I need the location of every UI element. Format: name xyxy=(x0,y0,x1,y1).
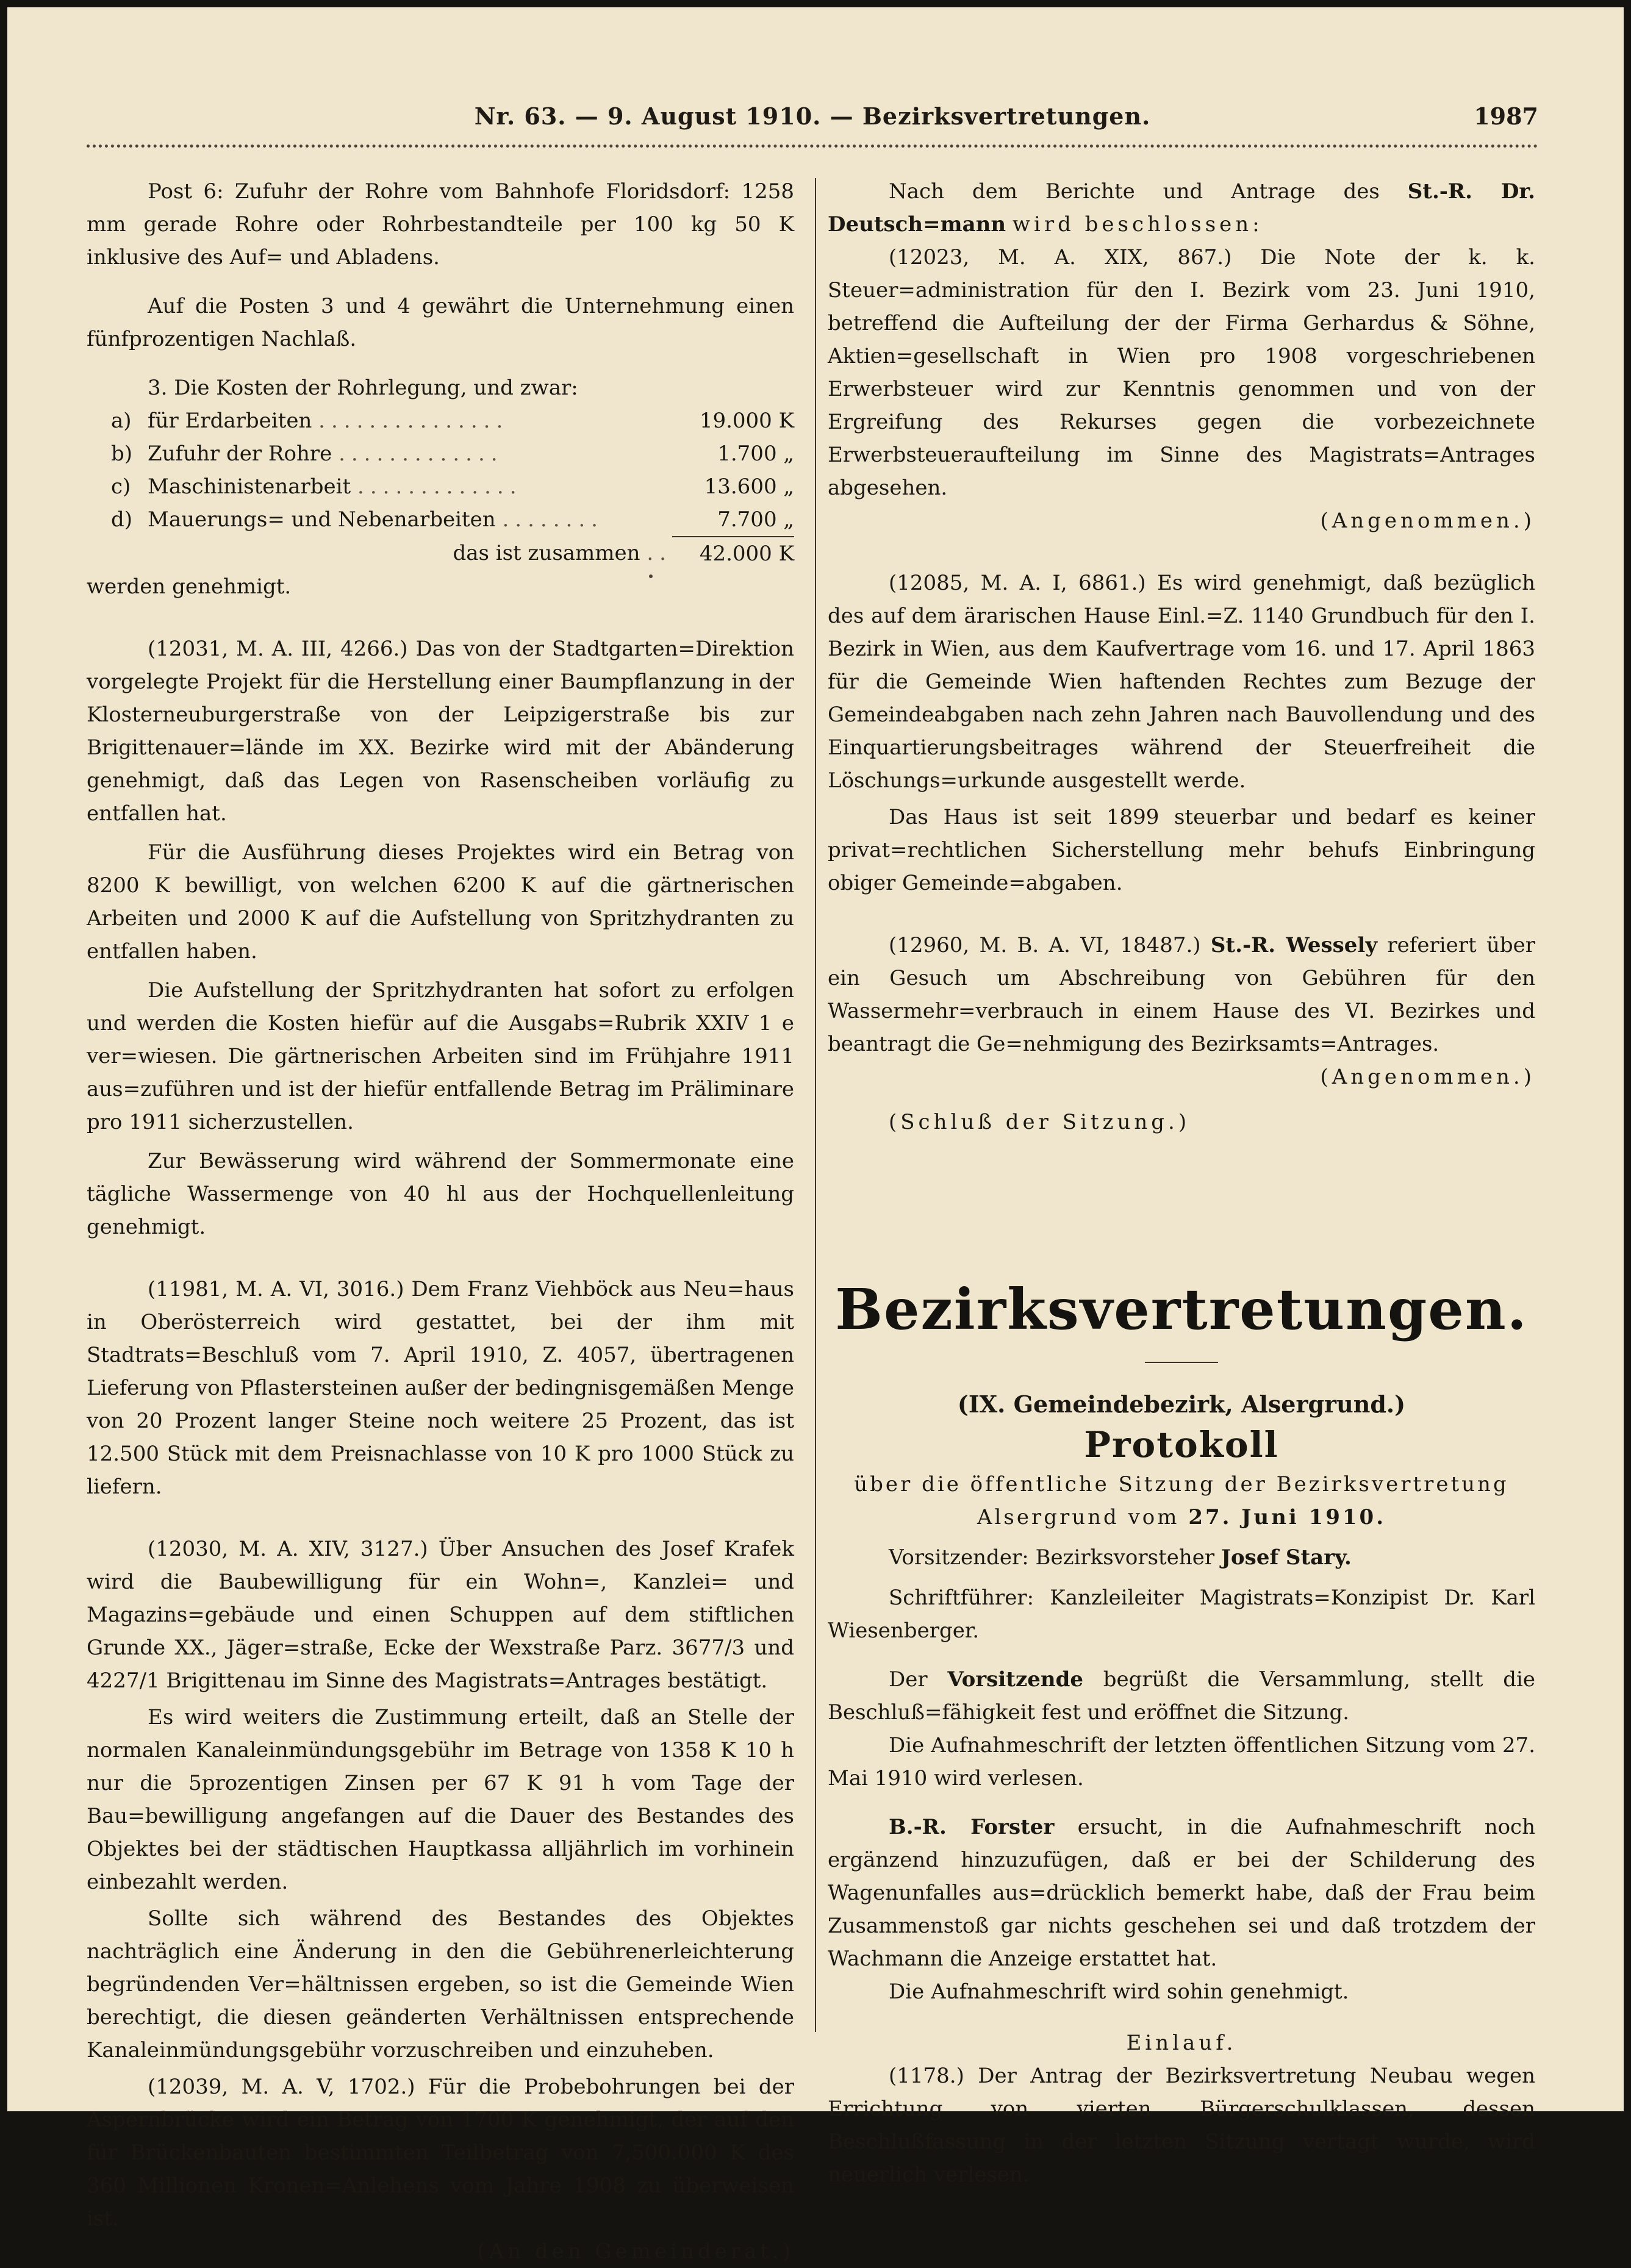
leader-dots: ........ xyxy=(502,507,604,532)
leader-dots: .. xyxy=(647,541,672,565)
leader-dots: ............. xyxy=(357,474,523,499)
paragraph-minutes: Die Aufnahmeschrift der letzten öffentlichen Sitzung vom 27. Mai 1910 wird verlesen. xyxy=(828,1733,1535,1790)
cost-item-text: Maschinistenarbeit xyxy=(148,474,351,499)
page-number: 1987 xyxy=(1474,102,1538,130)
secretary-line: Schriftführer: Kanzleileiter Magistrats=Konzipist Dr. Karl Wiesenberger. xyxy=(828,1586,1535,1643)
cost-amount: 1.700 „ xyxy=(717,442,794,466)
cost-label: b) xyxy=(111,442,133,466)
paragraph-changes: Sollte sich während des Bestandes des Objektes nachträglich eine Änderung in den die Gebührenerleichterung begründenden Ver=hältnissen ergeben, so ist die Gemeinde Wien berechtigt, die diesen geänderten Verhältnissen entsprechende Kanaleinmündungsgebühr vorzuschreiben und einzuheben. xyxy=(87,1906,794,2062)
section-heading: Bezirksvertretungen. xyxy=(835,1276,1528,1342)
referral-note: (An den Gemeinderat.) xyxy=(477,2239,794,2264)
paragraph-discount: Auf die Posten 3 und 4 gewährt die Unternehmung einen fünfprozentigen Nachlaß. xyxy=(87,294,794,351)
session-end: (Schluß der Sitzung.) xyxy=(889,1110,1191,1134)
einlauf-heading: Einlauf. xyxy=(1126,2031,1237,2055)
councillor-name: B.-R. Forster xyxy=(889,1815,1055,1839)
header-dotted-rule xyxy=(87,145,1538,148)
session-line-2 xyxy=(828,1501,1535,1534)
cost-item xyxy=(148,503,672,537)
rapporteur-name: St.-R. Dr. Deutsch=mann xyxy=(828,179,1535,237)
welcome-pre: Der xyxy=(889,1667,928,1692)
session-place: Alsergrund vom xyxy=(977,1505,1180,1529)
page xyxy=(7,7,1624,2264)
paragraph-consent: Es wird weiters die Zustimmung erteilt, daß an Stelle der normalen Kanaleinmündungsgebühr im Betrage von 1358 K 10 h nur die 5prozentigen Zinsen per 67 K 91 h vom Tage der Bau=bewilligung angefangen auf die Dauer des Bestandes des Objektes bei der städtischen Hauptkassa alljährlich im vorhinein einbezahlt werden. xyxy=(87,1705,794,1894)
paragraph-12960 xyxy=(828,929,1535,1061)
paragraph-deutschmann xyxy=(828,175,1535,241)
running-title: Nr. 63. — 9. August 1910. — Bezirksvertretungen. xyxy=(474,102,1151,130)
costs-row xyxy=(87,503,794,537)
rapporteur-name: St.-R. Wessely xyxy=(1210,933,1378,957)
leader-dots: ............. xyxy=(339,442,504,466)
leader-dots: ............... xyxy=(318,409,509,433)
costs-outro: werden genehmigt. xyxy=(87,574,292,599)
welcome-text: begrüßt die Versammlung, stellt die Beschluß=fähigkeit fest und eröffnet die Sitzung. xyxy=(828,1667,1535,1725)
paragraph-post6: Post 6: Zufuhr der Rohre vom Bahnhofe Floridsdorf: 1258 mm gerade Rohre oder Rohrbestandteile per 100 kg 50 K inklusive des Auf= und Abladens. xyxy=(87,179,794,270)
costs-row xyxy=(87,404,794,437)
costs-row xyxy=(87,470,794,503)
paragraph-12030: (12030, M. A. XIV, 3127.) Über Ansuchen des Josef Krafek wird die Baubewilligung für ein Wohn=, Kanzlei= und Magazins=gebäude und einen Schuppen auf dem stiftlichen Grunde XX., Jäger=straße, Ecke der Wexstraße Parz. 3677/3 und 4227/1 Brigittenau im Sinne des Magistrats=Antrages bestätigt. xyxy=(87,1537,794,1693)
costs-row xyxy=(87,437,794,470)
paragraph-12039: (12039, M. A. V, 1702.) Für die Probebohrungen bei der Aspernbrücke wird ein Betrag von 1700 K genehmigt, der auf den für Brückenbauten bestimmten Teilbetrag von 7,500.000 K des 360 Millionen Kronen=Anlehens vom Jahre 1908 zu überweisen ist. xyxy=(87,2075,794,2231)
costs-total-label xyxy=(148,537,672,570)
cost-item xyxy=(148,404,672,437)
session-date: 27. Juni 1910. xyxy=(1188,1505,1386,1529)
cost-label: a) xyxy=(111,409,132,433)
right-column xyxy=(828,175,1535,2191)
forster-text: ersucht, in die Aufnahmeschrift noch ergänzend hinzuzufügen, daß er bei der Schilderung des Wagenunfalles aus=drücklich bemerkt habe, daß der Frau beim Zusammenstoß gar nichts geschehen sei und daß trotzdem der Wachmann die Anzeige erstattet hat. xyxy=(828,1815,1535,1971)
cost-amount: 7.700 „ xyxy=(672,503,794,537)
session-line-1: über die öffentliche Sitzung der Bezirksvertretung xyxy=(854,1472,1509,1497)
resolution-text: wird beschlossen: xyxy=(1012,212,1263,237)
paragraph-welcome xyxy=(828,1663,1535,1729)
costs-total-amount: 42.000 K xyxy=(699,542,794,566)
heading-rule xyxy=(1145,1362,1218,1363)
costs-total-label-text: das ist zusammen xyxy=(453,541,640,565)
paragraph-12031: (12031, M. A. III, 4266.) Das von der Stadtgarten=Direktion vorgelegte Projekt für die Herstellung einer Baumpflanzung in der Klosterneuburgerstraße von der Leipzigerstraße bis zur Brigittenauer=lände im XX. Bezirke wird mit der Abänderung genehmigt, daß das Legen von Rasenscheiben vorläufig zu entfallen hat. xyxy=(87,637,794,826)
paragraph-1178: (1178.) Der Antrag der Bezirksvertretung Neubau wegen Errichtung von vierten Bürgerschulklassen, dessen Beschlußfassung in der letzten Sitzung vertagt wurde, wird neuerlich verlesen. xyxy=(828,2064,1535,2187)
district-subheading: (IX. Gemeindebezirk, Alsergrund.) xyxy=(957,1390,1406,1418)
cost-amount: 19.000 K xyxy=(699,409,794,433)
costs-total-row xyxy=(87,537,794,570)
accepted-note: (Angenommen.) xyxy=(1320,1065,1535,1089)
paragraph-forster xyxy=(828,1811,1535,1975)
page-header xyxy=(87,99,1538,135)
protokoll-title: Protokoll xyxy=(1084,1424,1279,1465)
paragraph-12023: (12023, M. A. XIX, 867.) Die Note der k. k. Steuer=administration für den I. Bezirk vom 23. Juni 1910, betreffend die Aufteilung der der Firma Gerhardus & Söhne, Aktien=gesellschaft in Wien pro 1908 vorgeschriebenen Erwerbsteuer wird zur Kenntnis genommen und von der Ergreifung des Rekurses gegen die vorbezeichnete Erwerbsteueraufteilung im Sinne des Magistrats=Antrages abgesehen. xyxy=(828,245,1535,500)
paragraph-12085: (12085, M. A. I, 6861.) Es wird genehmigt, daß bezüglich des auf dem ärarischen Hause Einl.=Z. 1140 Grundbuch für den I. Bezirk in Wien, aus dem Kaufvertrage vom 16. und 17. April 1863 für die Gemeinde Wien haftenden Rechtes zum Bezuge der Gemeindeabgaben nach zehn Jahren nach Bauvollendung und des Einquartierungsbeitrages während der Steuerfreiheit die Löschungs=urkunde ausgestellt werde. xyxy=(828,571,1535,793)
cost-item xyxy=(148,437,672,470)
chair-label: Vorsitzender: Bezirksvorsteher xyxy=(889,1545,1215,1570)
left-column xyxy=(87,175,794,2268)
chair-title: Vorsitzende xyxy=(947,1667,1084,1692)
intro-text: Nach dem Berichte und Antrage des xyxy=(889,179,1380,204)
cost-label: c) xyxy=(111,474,131,499)
costs-table xyxy=(87,404,794,570)
paragraph-approved: Die Aufnahmeschrift wird sohin genehmigt. xyxy=(889,1980,1349,2004)
cost-item-text: Mauerungs= und Nebenarbeiten xyxy=(148,507,496,532)
report-text: referiert über ein Gesuch um Abschreibung von Gebühren für den Wassermehr=verbrauch in einem Hause des VI. Bezirkes und beantragt die Ge=nehmigung des Bezirksamts=Antrages. xyxy=(828,933,1536,1056)
paragraph-irrigation: Zur Bewässerung wird während der Sommermonate eine tägliche Wassermenge von 40 hl aus der Hochquellenleitung genehmigt. xyxy=(87,1149,794,1239)
paragraph-house: Das Haus ist seit 1899 steuerbar und bedarf es keiner privat=rechtlichen Sicherstellung mehr behufs Einbringung obiger Gemeinde=abgaben. xyxy=(828,805,1535,895)
costs-intro: 3. Die Kosten der Rohrlegung, und zwar: xyxy=(148,376,578,400)
cost-item-text: für Erdarbeiten xyxy=(148,409,312,433)
column-divider xyxy=(815,178,816,2032)
chair-name: Josef Stary. xyxy=(1221,1545,1352,1570)
cost-amount: 13.600 „ xyxy=(704,474,794,499)
paragraph-11981: (11981, M. A. VI, 3016.) Dem Franz Viehböck aus Neu=haus in Oberösterreich wird gestattet, bei der ihm mit Stadtrats=Beschluß vom 7. April 1910, Z. 4057, übertragenen Lieferung von Pflastersteinen außer der bedingnisgemäßen Menge von 20 Prozent langer Steine noch weitere 25 Prozent, das ist 12.500 Stück mit dem Preisnachlasse von 10 K pro 1000 Stück zu liefern. xyxy=(87,1277,794,1499)
cost-item xyxy=(148,470,672,503)
chair-line xyxy=(828,1541,1535,1574)
cost-label: d) xyxy=(111,507,133,532)
accepted-note: (Angenommen.) xyxy=(1320,509,1535,533)
paragraph-hydrants: Die Aufstellung der Spritzhydranten hat sofort zu erfolgen und werden die Kosten hiefür auf die Ausgabs=Rubrik XXIV 1 e ver=wiesen. Die gärtnerischen Arbeiten sind im Frühjahre 1911 aus=zuführen und ist der hiefür entfallende Betrag im Präliminare pro 1911 sicherzustellen. xyxy=(87,978,794,1134)
cost-item-text: Zufuhr der Rohre xyxy=(148,442,332,466)
file-ref: (12960, M. B. A. VI, 18487.) xyxy=(889,933,1201,957)
paragraph-funding: Für die Ausführung dieses Projektes wird ein Betrag von 8200 K bewilligt, von welchen 6200 K auf die gärtnerischen Arbeiten und 2000 K auf die Aufstellung von Spritzhydranten zu entfallen haben. xyxy=(87,840,794,964)
